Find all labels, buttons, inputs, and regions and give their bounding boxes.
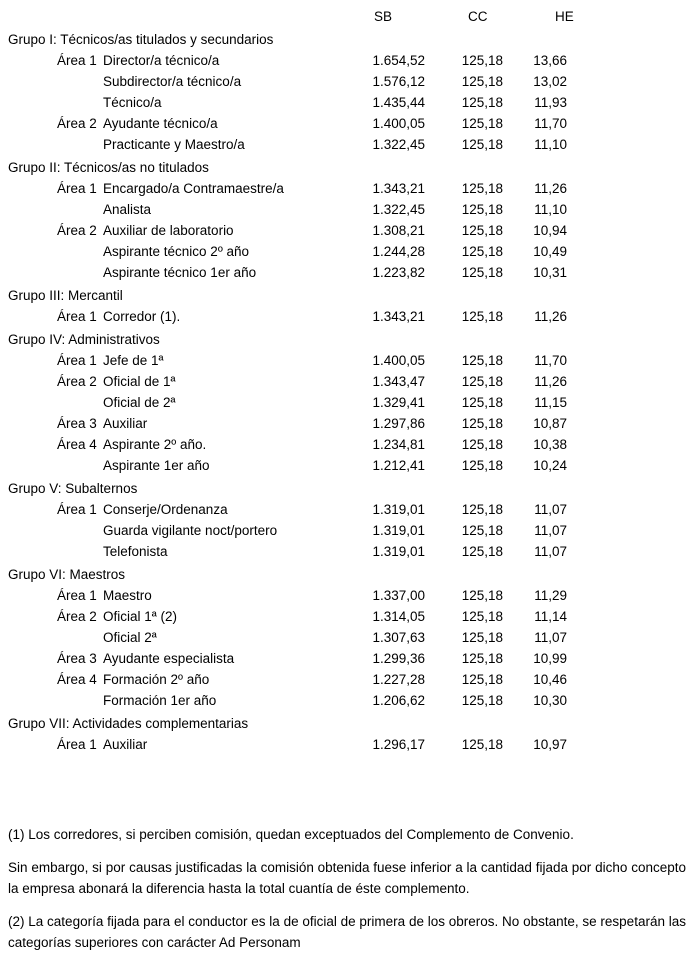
cc-value: 125,18 [461,502,503,517]
category-label: Analista [103,202,152,217]
area-label [57,199,103,220]
he-value: 11,29 [534,588,567,603]
cc-value: 125,18 [461,458,503,473]
table-row [0,178,694,199]
area-label [57,392,103,413]
category-label: Oficial 2ª [103,630,157,645]
table-row [0,606,694,627]
category-label: Ayudante técnico/a [103,116,218,131]
he-value: 11,14 [534,609,567,624]
table-group [0,478,694,562]
table-row [0,199,694,220]
cc-value: 125,18 [461,693,503,708]
table-row [0,455,694,476]
category-label: Aspirante técnico 1er año [103,265,257,280]
category-label: Practicante y Maestro/a [103,137,245,152]
sb-value: 1.307,63 [372,630,425,645]
he-value: 13,66 [533,53,567,68]
sb-value: 1.343,21 [372,181,425,196]
category-label: Oficial de 1ª [103,374,176,389]
table-row [0,585,694,606]
category-label: Aspirante técnico 2º año [103,244,250,259]
cc-value: 125,18 [461,95,503,110]
cc-value: 125,18 [461,116,503,131]
table-group [0,329,694,476]
cc-value: 125,18 [461,523,503,538]
he-value: 10,46 [533,672,567,687]
area-label [57,92,103,113]
sb-value: 1.308,21 [372,223,425,238]
group-title: Grupo II: Técnicos/as no titulados [8,160,209,175]
he-value: 11,70 [534,116,567,131]
area-label: Área 1 [57,588,97,603]
area-label [57,71,103,92]
area-label [57,241,103,262]
sb-value: 1.244,28 [372,244,425,259]
cc-value: 125,18 [461,609,503,624]
he-value: 11,26 [534,181,567,196]
category-label: Aspirante 2º año. [103,437,207,452]
footnotes-section [8,824,686,965]
sb-value: 1.322,45 [372,202,425,217]
group-title: Grupo VII: Actividades complementarias [8,716,249,731]
area-label: Área 2 [57,374,97,389]
table-row [0,734,694,755]
area-label: Área 1 [57,353,97,368]
sb-value: 1.576,12 [372,74,425,89]
area-label: Área 1 [57,502,97,517]
category-label: Oficial de 2ª [103,395,176,410]
column-header-he: HE [555,9,574,24]
cc-value: 125,18 [461,244,503,259]
cc-value: 125,18 [461,309,503,324]
area-label: Área 4 [57,437,97,452]
area-label [57,541,103,562]
table-row [0,669,694,690]
table-header-row [0,0,694,27]
sb-value: 1.297,86 [372,416,425,431]
area-label [57,455,103,476]
area-label: Área 1 [57,309,97,324]
sb-value: 1.400,05 [372,353,425,368]
cc-value: 125,18 [461,353,503,368]
he-value: 11,26 [534,309,567,324]
he-value: 10,49 [533,244,567,259]
sb-value: 1.343,21 [372,309,425,324]
category-label: Auxiliar de laboratorio [103,223,234,238]
table-group [0,285,694,327]
area-label: Área 1 [57,737,97,752]
he-value: 10,99 [533,651,567,666]
sb-value: 1.337,00 [372,588,425,603]
category-label: Ayudante especialista [103,651,235,666]
area-label: Área 3 [57,416,97,431]
sb-value: 1.329,41 [372,395,425,410]
group-title: Grupo VI: Maestros [8,567,126,582]
cc-value: 125,18 [461,223,503,238]
area-label: Área 2 [57,223,97,238]
table-group [0,713,694,755]
category-label: Oficial 1ª (2) [103,609,178,624]
sb-value: 1.234,81 [372,437,425,452]
he-value: 11,07 [534,523,567,538]
cc-value: 125,18 [461,437,503,452]
sb-value: 1.319,01 [372,544,425,559]
table-row [0,690,694,711]
area-label: Área 2 [57,609,97,624]
cc-value: 125,18 [461,74,503,89]
cc-value: 125,18 [461,544,503,559]
he-value: 11,26 [534,374,567,389]
he-value: 10,94 [533,223,567,238]
table-row [0,71,694,92]
he-value: 10,24 [533,458,567,473]
he-value: 11,70 [534,353,567,368]
table-row [0,113,694,134]
category-label: Formación 2º año [103,672,210,687]
area-label [57,134,103,155]
he-value: 10,38 [533,437,567,452]
table-row [0,50,694,71]
category-label: Encargado/a Contramaestre/a [103,181,284,196]
sb-value: 1.654,52 [372,53,425,68]
group-title: Grupo III: Mercantil [8,288,123,303]
he-value: 10,87 [533,416,567,431]
area-label: Área 4 [57,672,97,687]
sb-value: 1.400,05 [372,116,425,131]
cc-value: 125,18 [461,651,503,666]
table-row [0,350,694,371]
he-value: 11,15 [534,395,567,410]
table-row [0,541,694,562]
he-value: 11,93 [534,95,567,110]
category-label: Conserje/Ordenanza [103,502,228,517]
cc-value: 125,18 [461,53,503,68]
table-row [0,392,694,413]
category-label: Telefonista [103,544,168,559]
sb-value: 1.435,44 [372,95,425,110]
he-value: 11,10 [534,137,567,152]
category-label: Auxiliar [103,416,148,431]
table-row [0,627,694,648]
cc-value: 125,18 [461,202,503,217]
category-label: Guarda vigilante noct/portero [103,523,278,538]
table-row [0,134,694,155]
he-value: 10,97 [533,737,567,752]
sb-value: 1.319,01 [372,523,425,538]
table-row [0,413,694,434]
sb-value: 1.322,45 [372,137,425,152]
category-label: Corredor (1). [103,309,181,324]
group-title: Grupo IV: Administrativos [8,332,160,347]
sb-value: 1.343,47 [372,374,425,389]
he-value: 11,07 [534,544,567,559]
sb-value: 1.212,41 [372,458,425,473]
category-label: Jefe de 1ª [103,353,164,368]
area-label [57,262,103,283]
he-value: 10,30 [533,693,567,708]
column-header-sb: SB [374,9,393,24]
table-row [0,92,694,113]
table-group [0,29,694,155]
category-label: Maestro [103,588,152,603]
salary-table-body [0,29,694,755]
he-value: 10,31 [533,265,567,280]
table-row [0,306,694,327]
table-row [0,520,694,541]
category-label: Director/a técnico/a [103,53,220,68]
category-label: Subdirector/a técnico/a [103,74,242,89]
category-label: Formación 1er año [103,693,217,708]
he-value: 11,07 [534,630,567,645]
cc-value: 125,18 [461,737,503,752]
he-value: 11,07 [534,502,567,517]
sb-value: 1.206,62 [372,693,425,708]
he-value: 13,02 [533,74,567,89]
category-label: Auxiliar [103,737,148,752]
area-label [57,520,103,541]
sb-value: 1.314,05 [372,609,425,624]
he-value: 11,10 [534,202,567,217]
table-row [0,262,694,283]
cc-value: 125,18 [461,181,503,196]
cc-value: 125,18 [461,395,503,410]
footnote-paragraph: Sin embargo, si por causas justificadas la comisión obtenida fuese inferior a la cantidad fijada por dicho concepto la empresa abonará la diferencia hasta la total cuantía de éste complemento. [8,860,686,896]
sb-value: 1.223,82 [372,265,425,280]
column-header-cc: CC [468,9,488,24]
table-row [0,648,694,669]
group-title: Grupo I: Técnicos/as titulados y secundarios [8,32,274,47]
table-row [0,434,694,455]
sb-value: 1.227,28 [372,672,425,687]
sb-value: 1.319,01 [372,502,425,517]
cc-value: 125,18 [461,672,503,687]
cc-value: 125,18 [461,588,503,603]
cc-value: 125,18 [461,630,503,645]
cc-value: 125,18 [461,416,503,431]
area-label [57,627,103,648]
table-group [0,157,694,283]
footnote-paragraph: (2) La categoría fijada para el conductor es la de oficial de primera de los obreros. No obstante, se respetarán las categorías superiores con carácter Ad Personam [8,914,686,950]
table-row [0,220,694,241]
area-label [57,690,103,711]
category-label: Técnico/a [103,95,162,110]
cc-value: 125,18 [461,265,503,280]
area-label: Área 2 [57,116,97,131]
table-row [0,371,694,392]
sb-value: 1.299,36 [372,651,425,666]
footnote-paragraph: (1) Los corredores, si perciben comisión, quedan exceptuados del Complemento de Convenio. [8,827,574,842]
sb-value: 1.296,17 [372,737,425,752]
table-row [0,499,694,520]
table-group [0,564,694,711]
area-label: Área 3 [57,651,97,666]
cc-value: 125,18 [461,137,503,152]
category-label: Aspirante 1er año [103,458,210,473]
table-row [0,241,694,262]
cc-value: 125,18 [461,374,503,389]
area-label: Área 1 [57,53,97,68]
area-label: Área 1 [57,181,97,196]
group-title: Grupo V: Subalternos [8,481,138,496]
